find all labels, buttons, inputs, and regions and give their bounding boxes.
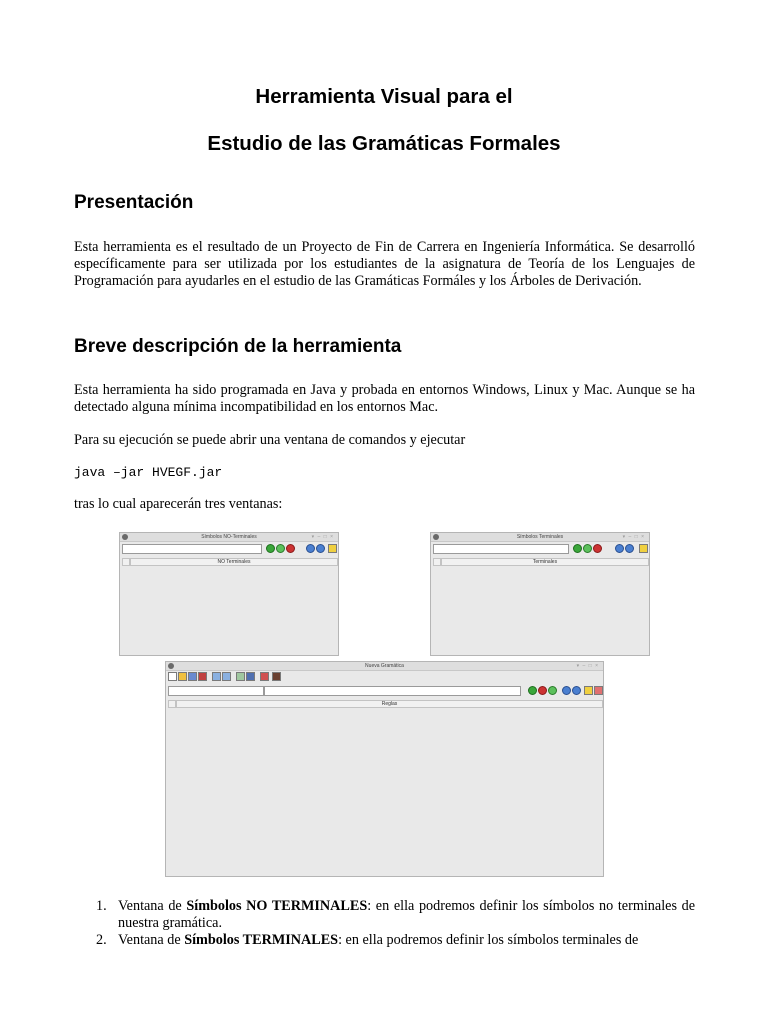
paragraph-descripcion-2: Para su ejecución se puede abrir una ventana de comandos y ejecutar	[74, 432, 466, 448]
down-icon	[572, 686, 581, 695]
up-icon	[615, 544, 624, 553]
window-controls-icon: ▾ – □ ×	[576, 663, 599, 669]
clear-icon	[639, 544, 648, 553]
help-icon	[260, 672, 269, 681]
list-item	[74, 898, 695, 932]
rule-left-input	[168, 686, 264, 696]
clear-icon	[584, 686, 593, 695]
add-icon	[528, 686, 537, 695]
heading-descripcion: Breve descripción de la herramienta	[74, 336, 402, 357]
window-description-list	[74, 898, 695, 949]
paragraph-descripcion-3: tras lo cual aparecerán tres ventanas:	[74, 496, 283, 512]
list-item-text: : en ella podremos definir los símbolos no terminales de nuestra gramática.	[118, 898, 695, 931]
delete-icon	[593, 544, 602, 553]
terminals-window-titlebar	[431, 533, 649, 542]
open-folder-icon	[178, 672, 187, 681]
list-item-number: 1.	[96, 898, 107, 914]
app-icon	[122, 534, 128, 540]
export-icon	[246, 672, 255, 681]
add-icon	[573, 544, 582, 553]
terminals-window-screenshot	[430, 532, 650, 656]
down-icon	[625, 544, 634, 553]
table-corner	[433, 558, 441, 566]
down-icon	[316, 544, 325, 553]
up-icon	[306, 544, 315, 553]
table-corner	[122, 558, 130, 566]
clear-all-icon	[594, 686, 603, 695]
table-icon	[212, 672, 221, 681]
document-title-line-1: Herramienta Visual para el	[255, 85, 513, 108]
rules-column-header: Reglas	[176, 700, 603, 708]
edit-icon	[583, 544, 592, 553]
table-corner	[168, 700, 176, 708]
app-icon	[433, 534, 439, 540]
list-item-number: 2.	[96, 932, 107, 948]
delete-icon	[286, 544, 295, 553]
rule-right-input	[264, 686, 521, 696]
nonterminals-column-header: NO Terminales	[130, 558, 338, 566]
list-item-text: : en ella podremos definir los símbolos terminales de	[338, 932, 639, 948]
grammar-window-title: Nueva Gramática	[365, 663, 404, 669]
info-icon	[272, 672, 281, 681]
nonterminals-window-title: Símbolos NO-Terminales	[201, 534, 257, 540]
terminals-column-header: Terminales	[441, 558, 649, 566]
terminals-symbol-input	[433, 544, 569, 554]
nonterminals-window-titlebar	[120, 533, 338, 542]
edit-icon	[548, 686, 557, 695]
window-controls-icon: ▾ – □ ×	[311, 534, 334, 540]
terminals-window-title: Símbolos Terminales	[516, 534, 564, 540]
close-file-icon	[198, 672, 207, 681]
add-icon	[266, 544, 275, 553]
edit-icon	[276, 544, 285, 553]
clear-icon	[328, 544, 337, 553]
derivation-icon	[236, 672, 245, 681]
new-file-icon	[168, 672, 177, 681]
grammar-window-screenshot	[165, 661, 604, 877]
list-item-prefix: Ventana de	[118, 932, 185, 948]
document-title-line-2: Estudio de las Gramáticas Formales	[207, 132, 561, 155]
heading-presentacion: Presentación	[74, 192, 194, 213]
command-line: java –jar HVEGF.jar	[74, 465, 223, 480]
tree-icon	[222, 672, 231, 681]
nonterminals-symbol-input	[122, 544, 262, 554]
grammar-window-titlebar	[166, 662, 603, 671]
nonterminals-window-screenshot	[119, 532, 339, 656]
up-icon	[562, 686, 571, 695]
list-item	[74, 932, 695, 949]
paragraph-presentacion: Esta herramienta es el resultado de un Proyecto de Fin de Carrera en Ingeniería Informática. Se desarrolló específicamente para ser utilizada por los estudiantes de la asignatura de Teoría de los Lenguajes de Programación para ayudarles en el estudio de las Gramáticas Formáles y los Árboles de Derivación.	[74, 239, 695, 289]
list-item-prefix: Ventana de	[118, 898, 187, 914]
save-icon	[188, 672, 197, 681]
delete-icon	[538, 686, 547, 695]
window-controls-icon: ▾ – □ ×	[622, 534, 645, 540]
app-icon	[168, 663, 174, 669]
paragraph-descripcion-1: Esta herramienta ha sido programada en Java y probada en entornos Windows, Linux y Mac. Aunque se ha detectado alguna mínima incompatibilidad en los entornos Mac.	[74, 382, 695, 415]
list-item-bold: Símbolos NO TERMINALES	[186, 898, 368, 914]
list-item-bold: Símbolos TERMINALES	[184, 932, 339, 948]
